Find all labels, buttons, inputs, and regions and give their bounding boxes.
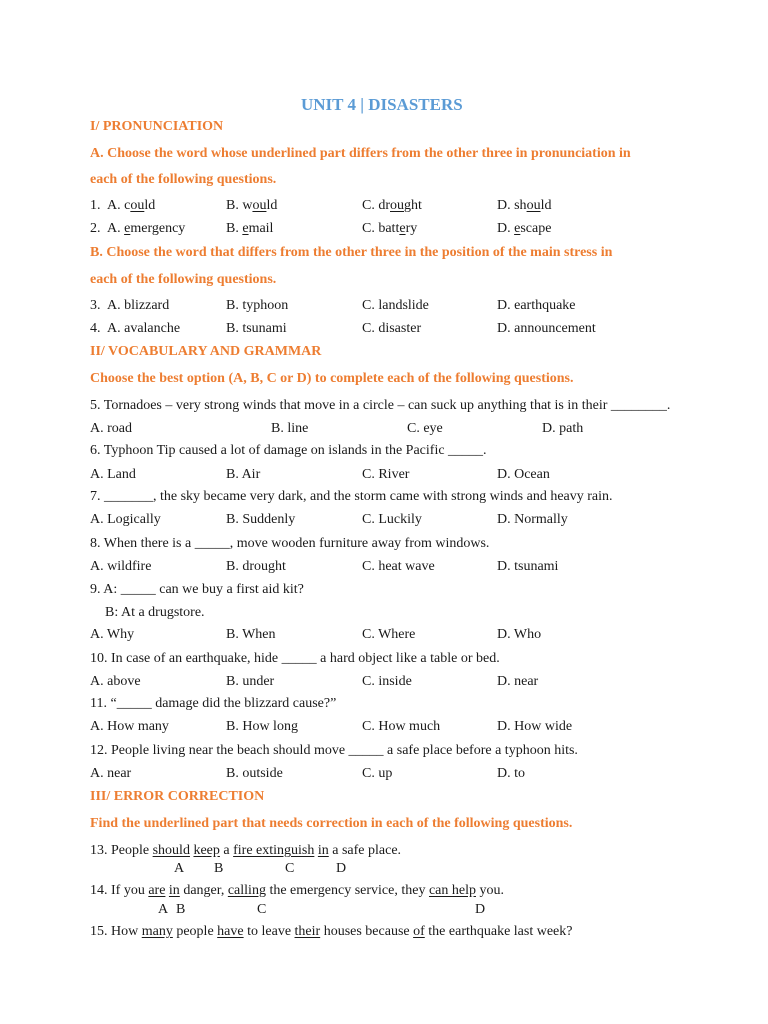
option-11b: B. How long bbox=[226, 719, 298, 734]
option-6a: A. Land bbox=[90, 467, 136, 482]
option-10b: B. under bbox=[226, 674, 275, 689]
question-15-text: 15. How many people have to leave their houses because of the earthquake last week? bbox=[90, 924, 573, 939]
option-6c: C. River bbox=[362, 467, 410, 482]
option-7b: B. Suddenly bbox=[226, 512, 296, 527]
q14-label-c: C bbox=[257, 902, 267, 917]
q13-label-c: C bbox=[285, 861, 295, 876]
page-title: UNIT 4 | DISASTERS bbox=[301, 95, 463, 114]
option-4c: C. disaster bbox=[362, 321, 422, 336]
option-1b: B. would bbox=[226, 198, 278, 213]
option-3b: B. typhoon bbox=[226, 298, 289, 313]
option-1a: A. could bbox=[107, 198, 156, 213]
option-3d: D. earthquake bbox=[497, 298, 576, 313]
question-number: 4. bbox=[90, 321, 101, 336]
option-10a: A. above bbox=[90, 674, 141, 689]
option-5a: A. road bbox=[90, 421, 132, 436]
option-7a: A. Logically bbox=[90, 512, 161, 527]
instruction-error-correction: Find the underlined part that needs correction in each of the following questions. bbox=[90, 816, 573, 831]
question-number: 2. bbox=[90, 221, 101, 236]
q14-label-d: D bbox=[475, 902, 486, 917]
option-7c: C. Luckily bbox=[362, 512, 422, 527]
question-9-reply: B: At a drugstore. bbox=[105, 605, 205, 620]
option-2c: C. battery bbox=[362, 221, 418, 236]
question-6-text: 6. Typhoon Tip caused a lot of damage on islands in the Pacific _____. bbox=[90, 443, 487, 458]
option-8a: A. wildfire bbox=[90, 559, 152, 574]
question-10-text: 10. In case of an earthquake, hide _____ a hard object like a table or bed. bbox=[90, 651, 500, 666]
option-5c: C. eye bbox=[407, 421, 443, 436]
option-9a: A. Why bbox=[90, 627, 135, 642]
section-heading-vocabulary: II/ VOCABULARY AND GRAMMAR bbox=[90, 344, 322, 359]
question-5-text: 5. Tornadoes – very strong winds that move in a circle – can suck up anything that is in their ________. bbox=[90, 398, 671, 413]
option-5d: D. path bbox=[542, 421, 584, 436]
option-3a: A. blizzard bbox=[107, 298, 170, 313]
option-4a: A. avalanche bbox=[107, 321, 181, 336]
option-9b: B. When bbox=[226, 627, 276, 642]
option-8b: B. drought bbox=[226, 559, 286, 574]
option-2b: B. email bbox=[226, 221, 274, 236]
option-12d: D. to bbox=[497, 766, 525, 781]
option-8d: D. tsunami bbox=[497, 559, 559, 574]
option-9d: D. Who bbox=[497, 627, 542, 642]
option-12c: C. up bbox=[362, 766, 393, 781]
instruction-a-line2: each of the following questions. bbox=[90, 172, 277, 187]
q13-label-d: D bbox=[336, 861, 347, 876]
option-6b: B. Air bbox=[226, 467, 261, 482]
q14-label-a: A bbox=[158, 902, 169, 917]
question-8-text: 8. When there is a _____, move wooden furniture away from windows. bbox=[90, 536, 490, 551]
option-3c: C. landslide bbox=[362, 298, 429, 313]
option-1c: C. drought bbox=[362, 198, 422, 213]
question-11-text: 11. “_____ damage did the blizzard cause?” bbox=[90, 696, 337, 711]
instruction-a-line1: A. Choose the word whose underlined part differs from the other three in pronunciation in bbox=[90, 146, 631, 161]
option-7d: D. Normally bbox=[497, 512, 568, 527]
option-10c: C. inside bbox=[362, 674, 412, 689]
q13-label-b: B bbox=[214, 861, 224, 876]
question-14-text: 14. If you are in danger, calling the emergency service, they can help you. bbox=[90, 883, 504, 898]
option-5b: B. line bbox=[271, 421, 309, 436]
option-10d: D. near bbox=[497, 674, 539, 689]
option-12a: A. near bbox=[90, 766, 132, 781]
question-13-text: 13. People should keep a fire extinguish in a safe place. bbox=[90, 843, 402, 858]
option-2d: D. escape bbox=[497, 221, 552, 236]
option-12b: B. outside bbox=[226, 766, 283, 781]
instruction-b-line2: each of the following questions. bbox=[90, 272, 277, 287]
option-8c: C. heat wave bbox=[362, 559, 435, 574]
option-2a: A. emergency bbox=[107, 221, 186, 236]
option-11a: A. How many bbox=[90, 719, 169, 734]
question-12-text: 12. People living near the beach should move _____ a safe place before a typhoon hits. bbox=[90, 743, 578, 758]
question-number: 3. bbox=[90, 298, 101, 313]
option-1d: D. should bbox=[497, 198, 552, 213]
question-number: 1. bbox=[90, 198, 101, 213]
option-4d: D. announcement bbox=[497, 321, 596, 336]
q13-label-a: A bbox=[174, 861, 185, 876]
option-6d: D. Ocean bbox=[497, 467, 550, 482]
q14-label-b: B bbox=[176, 902, 186, 917]
question-9-text: 9. A: _____ can we buy a first aid kit? bbox=[90, 582, 304, 597]
section-heading-pronunciation: I/ PRONUNCIATION bbox=[90, 119, 224, 134]
instruction-b-line1: B. Choose the word that differs from the other three in the position of the main stress in bbox=[90, 245, 613, 260]
option-4b: B. tsunami bbox=[226, 321, 287, 336]
option-11d: D. How wide bbox=[497, 719, 573, 734]
option-11c: C. How much bbox=[362, 719, 441, 734]
option-9c: C. Where bbox=[362, 627, 416, 642]
instruction-vocabulary: Choose the best option (A, B, C or D) to complete each of the following questions. bbox=[90, 371, 574, 386]
section-heading-error-correction: III/ ERROR CORRECTION bbox=[90, 789, 265, 804]
question-7-text: 7. _______, the sky became very dark, and the storm came with strong winds and heavy rain. bbox=[90, 489, 613, 504]
